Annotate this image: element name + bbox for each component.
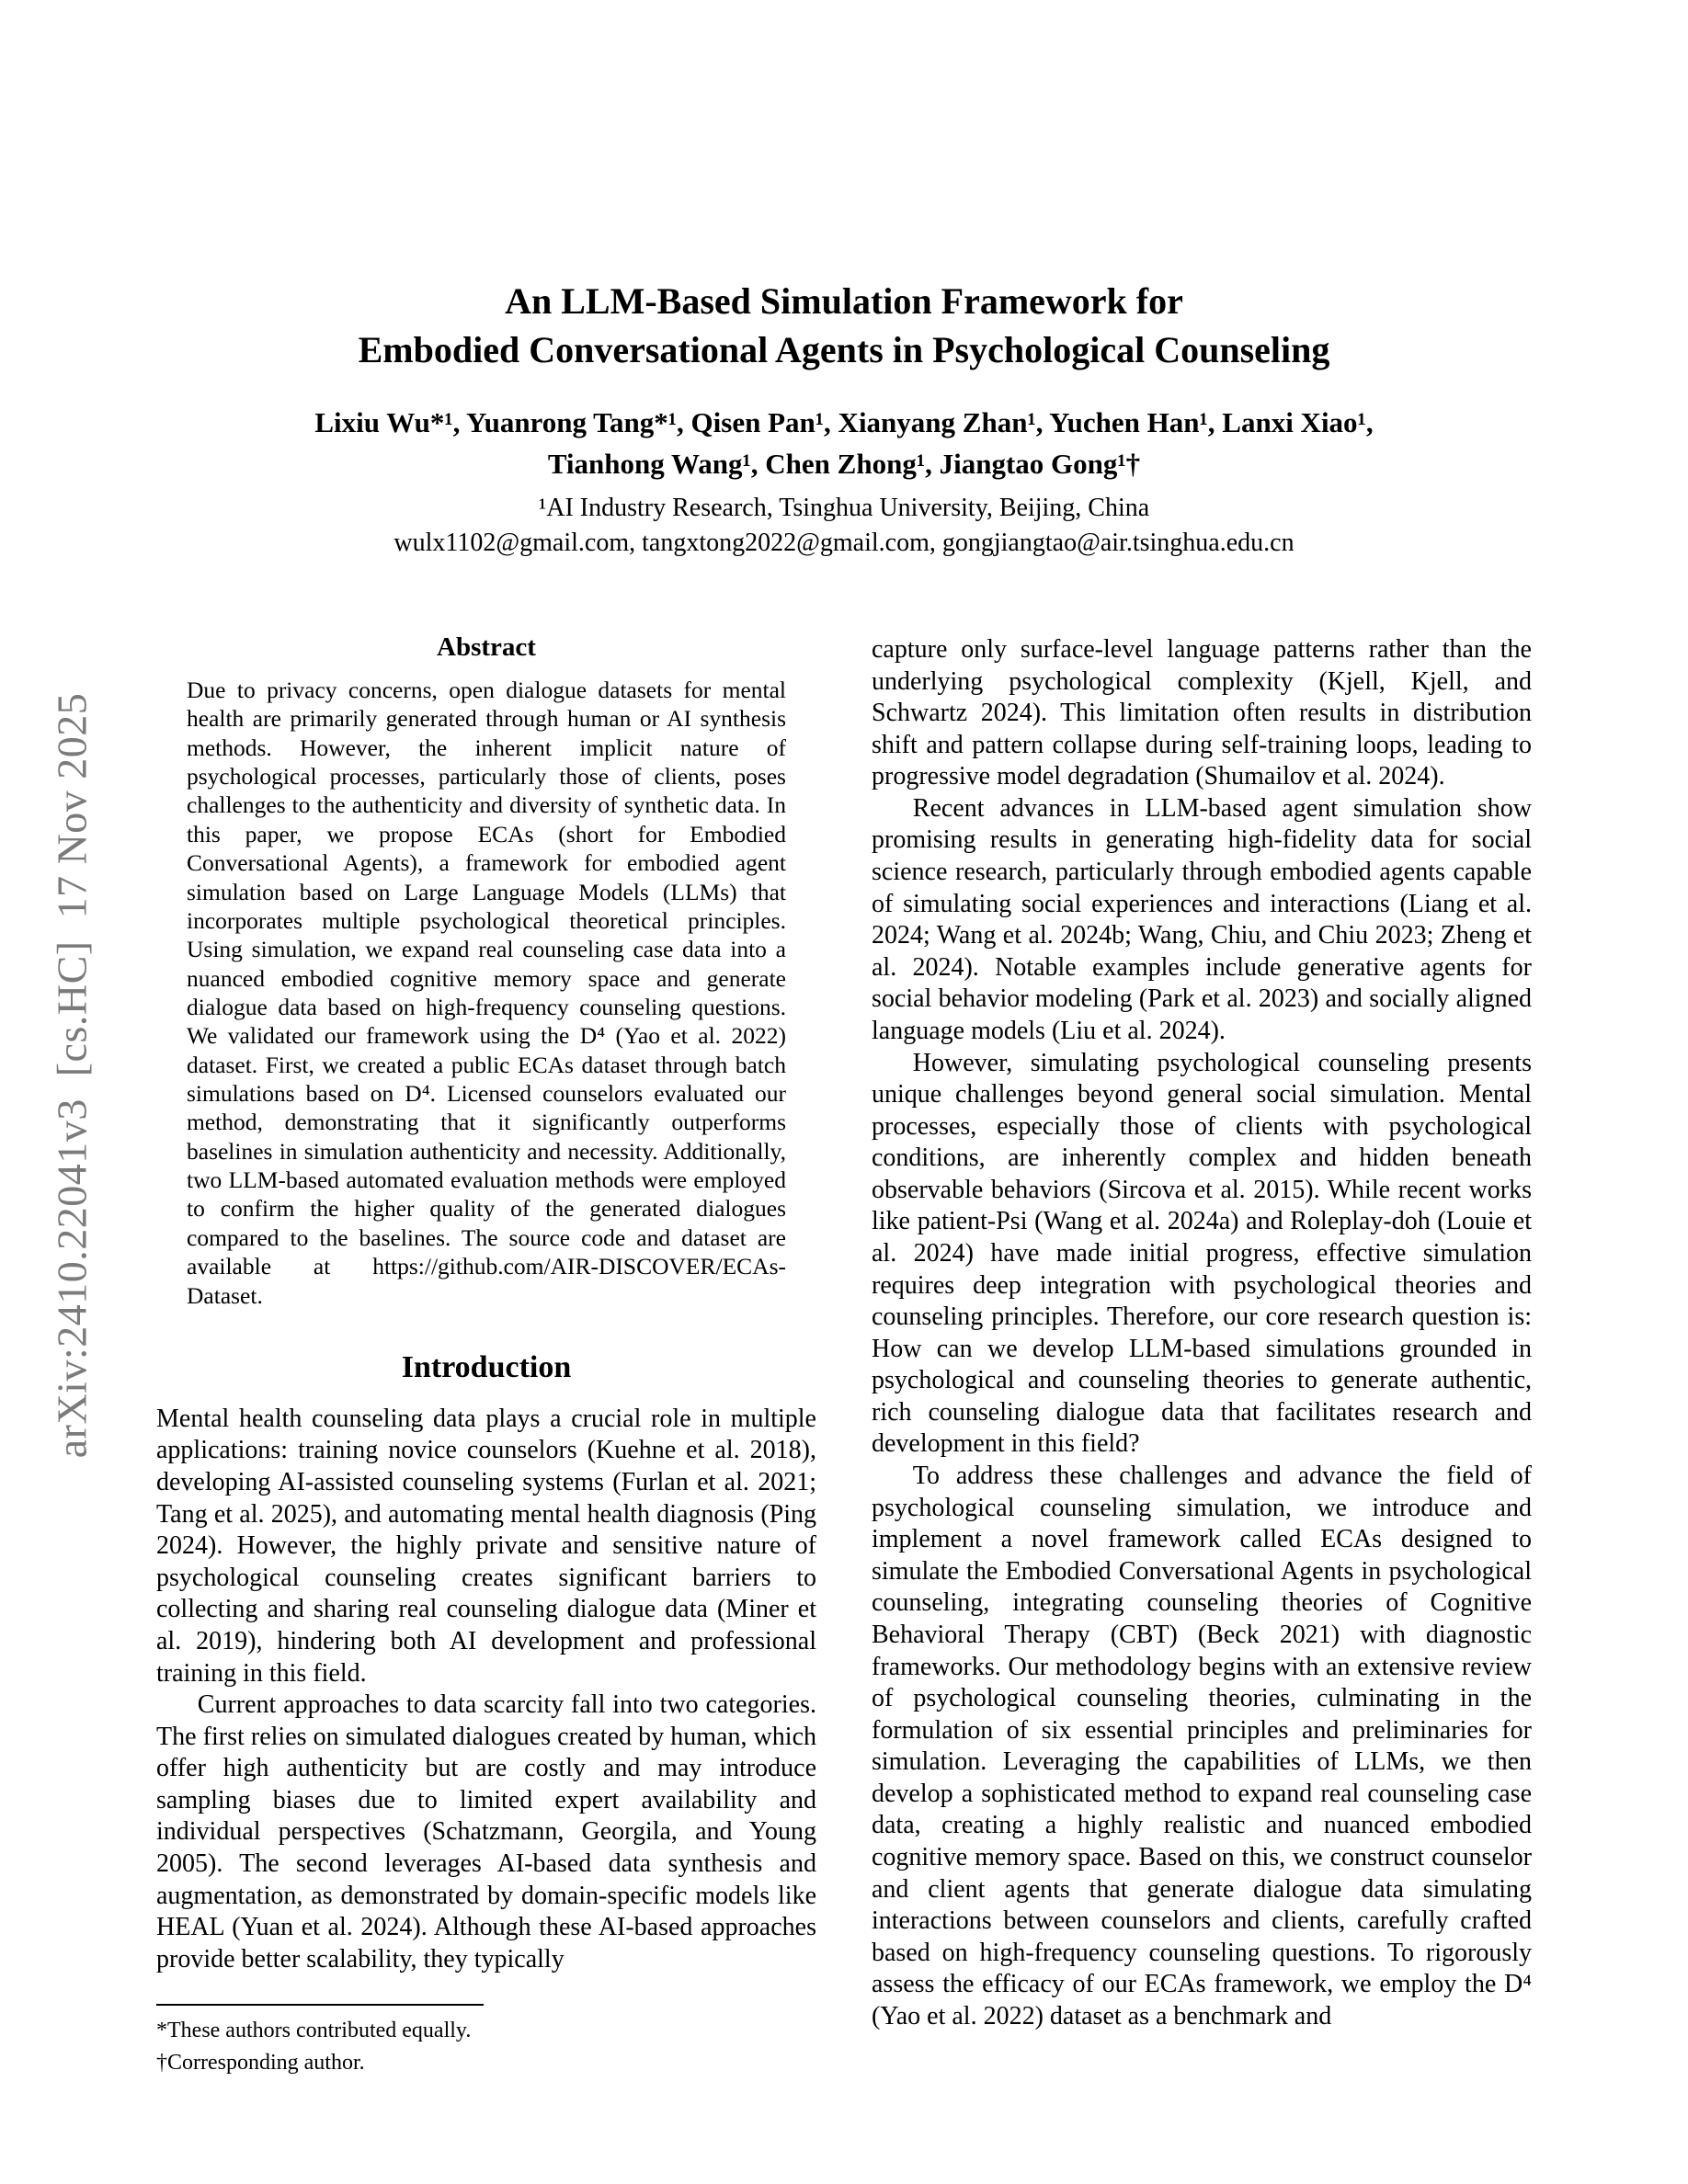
footnote-corresponding: †Corresponding author. <box>156 2050 365 2075</box>
paper-title-line1: An LLM-Based Simulation Framework for <box>505 280 1183 322</box>
author-list <box>0 403 1688 485</box>
author-emails: wulx1102@gmail.com, tangxtong2022@gmail.com, gongjiangtao@air.tsinghua.edu.cn <box>393 529 1295 558</box>
paper-header <box>0 278 1688 558</box>
left-column <box>156 632 816 1975</box>
footnote-equal-contribution: *These authors contributed equally. <box>156 2019 472 2042</box>
author-list-line1: Lixiu Wu*¹, Yuanrong Tang*¹, Qisen Pan¹, Xianyang Zhan¹, Yuchen Han¹, Lanxi Xiao¹, <box>314 405 1374 438</box>
affiliation: ¹AI Industry Research, Tsinghua University, Beijing, China <box>538 494 1150 523</box>
intro-paragraph-2: Current approaches to data scarcity fall into two categories. The first relies on simulated dialogues created by human, which offer high authenticity but are costly and may introduce sampling biases due to limited expert availability and individual perspectives (Schatzmann, Georgila, and Young 2005). The second leverages AI-based data synthesis and augmentation, as demonstrated by domain-specific models like HEAL (Yuan et al. 2024). Although these AI-based approaches provide better scalability, they typically <box>156 1690 816 1974</box>
right-paragraph-4: To address these challenges and advance the field of psychological counseling simulation, we introduce and implement a novel framework called ECAs designed to simulate the Embodied Conversational Agents in psychological counseling, integrating counseling theories of Cognitive Behavioral Therapy (CBT) (Beck 2021) with diagnostic frameworks. Our methodology begins with an extensive review of psychological counseling theories, culminating in the formulation of six essential principles and preliminaries for simulation. Leveraging the capabilities of LLMs, we then develop a sophisticated method to expand real counseling case data, creating a highly realistic and nuanced embodied cognitive memory space. Based on this, we construct counselor and client agents that generate dialogue data simulating interactions between counselors and clients, carefully crafted based on high-frequency counseling questions. To rigorously assess the efficacy of our ECAs framework, we employ the D⁴ (Yao et al. 2022) dataset as a benchmark and <box>872 1462 1532 2030</box>
arxiv-watermark: arXiv:2410.22041v3 [cs.HC] 17 Nov 2025 <box>48 692 96 1459</box>
paper-title <box>0 278 1688 375</box>
footnote-rule <box>156 2004 484 2006</box>
right-column <box>872 632 1532 2032</box>
right-paragraph-2: Recent advances in LLM-based agent simulation show promising results in generating high-fidelity data for social science research, particularly through embodied agents capable of simulating social experiences and interactions (Liang et al. 2024; Wang et al. 2024b; Wang, Chiu, and Chiu 2023; Zheng et al. 2024). Notable examples include generative agents for social behavior modeling (Park et al. 2023) and socially aligned language models (Liu et al. 2024). <box>872 793 1532 1045</box>
introduction-heading: Introduction <box>401 1349 572 1384</box>
right-paragraph-1: capture only surface-level language patterns rather than the underlying psychological complexity (Kjell, Kjell, and Schwartz 2024). This limitation often results in distribution shift and pattern collapse during self-training loops, leading to progressive model degradation (Shumailov et al. 2024). <box>872 635 1532 791</box>
paper-title-line2: Embodied Conversational Agents in Psychological Counseling <box>358 328 1330 370</box>
right-paragraph-3: However, simulating psychological counseling presents unique challenges beyond general social simulation. Mental processes, especially those of clients with psychological conditions, are inherently complex and hidden beneath observable behaviors (Sircova et al. 2015). While recent works like patient-Psi (Wang et al. 2024a) and Roleplay-doh (Louie et al. 2024) have made initial progress, effective simulation requires deep integration with psychological theories and counseling principles. Therefore, our core research question is: How can we develop LLM-based simulations grounded in psychological and counseling theories to generate authentic, rich counseling dialogue data that facilitates research and development in this field? <box>872 1048 1532 1459</box>
intro-paragraph-1: Mental health counseling data plays a crucial role in multiple applications: training novice counselors (Kuehne et al. 2018), developing AI-assisted counseling systems (Furlan et al. 2021; Tang et al. 2025), and automating mental health diagnosis (Ping 2024). However, the highly private and sensitive nature of psychological counseling creates significant barriers to collecting and sharing real counseling dialogue data (Miner et al. 2019), hindering both AI development and professional training in this field. <box>156 1404 816 1688</box>
author-list-line2: Tianhong Wang¹, Chen Zhong¹, Jiangtao Gong¹† <box>547 447 1141 480</box>
footnotes <box>156 2004 816 2079</box>
abstract-heading: Abstract <box>437 632 536 662</box>
abstract-text: Due to privacy concerns, open dialogue datasets for mental health are primarily generated through human or AI synthesis methods. However, the inherent implicit nature of psychological processes, particularly those of clients, poses challenges to the authenticity and diversity of synthetic data. In this paper, we propose ECAs (short for Embodied Conversational Agents), a framework for embodied agent simulation based on Large Language Models (LLMs) that incorporates multiple psychological theoretical principles. Using simulation, we expand real counseling case data into a nuanced embodied cognitive memory space and generate dialogue data based on high-frequency counseling questions. We validated our framework using the D⁴ (Yao et al. 2022) dataset. First, we created a public ECAs dataset through batch simulations based on D⁴. Licensed counselors evaluated our method, demonstrating that it significantly outperforms baselines in simulation authenticity and necessity. Additionally, two LLM-based automated evaluation methods were employed to confirm the higher quality of the generated dialogues compared to the baselines. The source code and dataset are available at https://github.com/AIR-DISCOVER/ECAs-Dataset. <box>187 677 786 1309</box>
